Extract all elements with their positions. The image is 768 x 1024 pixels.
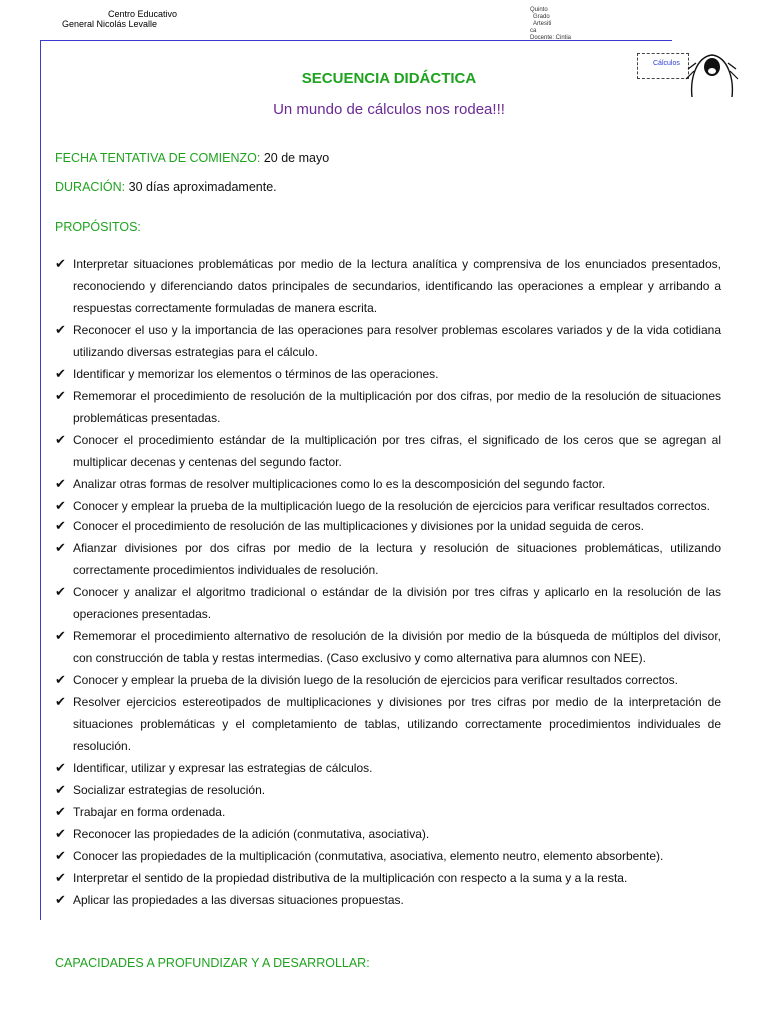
corner-line: Docente: Cintia [530,35,572,41]
check-mark-icon: ✔ [55,388,66,403]
corner-line: Artesiti [533,21,552,27]
start-date-value: 20 de mayo [260,151,330,165]
purpose-text: Conocer el procedimiento de resolución de las multiplicaciones y divisiones por la unidad seguida de ceros. [73,519,644,533]
corner-line: ca [530,28,537,34]
page-subtitle: Un mundo de cálculos nos rodea!!! [273,101,505,118]
corner-line: Grado [533,14,550,20]
start-date-field [55,151,329,165]
purpose-text: Aplicar las propiedades a las diversas situaciones propuestas. [73,893,404,907]
list-item [55,801,721,823]
purpose-text: Identificar y memorizar los elementos o términos de las operaciones. [73,367,439,381]
purpose-text: Conocer y emplear la prueba de la división luego de la resolución de ejercicios para verificar resultados correctos. [73,673,678,687]
check-mark-icon: ✔ [55,892,66,907]
purpose-text: Conocer el procedimiento estándar de la multiplicación por tres cifras, el significado de los ceros que se agregan al multiplicar decenas y centenas del segundo factor. [73,433,721,469]
check-mark-icon: ✔ [55,782,66,797]
list-item [55,537,721,581]
list-item [55,429,721,473]
corner-line: Quinto [530,7,548,13]
list-item [55,867,721,889]
list-item [55,253,721,319]
list-item [55,757,721,779]
duration-label: DURACIÓN: [55,180,126,194]
list-item [55,845,721,867]
check-mark-icon: ✔ [55,672,66,687]
list-item [55,889,721,911]
list-item [55,385,721,429]
check-mark-icon: ✔ [55,826,66,841]
purpose-text: Conocer las propiedades de la multiplicación (conmutativa, asociativa, elemento neutro, elemento absorbente). [73,849,664,863]
start-date-label: FECHA TENTATIVA DE COMIENZO: [55,151,261,165]
check-mark-icon: ✔ [55,870,66,885]
institution-line-2: General Nicolás Levalle [62,19,158,29]
purpose-text: Conocer y emplear la prueba de la multiplicación luego de la resolución de ejercicios para verificar resultados correctos. [73,499,710,513]
list-item [55,625,721,669]
purposes-heading: PROPÓSITOS: [55,220,141,234]
list-item [55,515,721,537]
check-mark-icon: ✔ [55,628,66,643]
list-item [55,691,721,757]
list-item [55,363,721,385]
purposes-list [55,253,721,911]
calculations-label: Cálculos [653,60,680,67]
check-mark-icon: ✔ [55,256,66,271]
purpose-text: Analizar otras formas de resolver multiplicaciones como lo es la descomposición del segundo factor. [73,477,606,491]
check-mark-icon: ✔ [55,322,66,337]
purpose-text: Interpretar el sentido de la propiedad distributiva de la multiplicación con respecto a la suma y a la resta. [73,871,628,885]
page-title: SECUENCIA DIDÁCTICA [301,70,477,87]
list-item [55,319,721,363]
check-mark-icon: ✔ [55,760,66,775]
check-mark-icon: ✔ [55,694,66,709]
institution-line-1: Centro Educativo [108,9,178,19]
purpose-text: Conocer y analizar el algoritmo tradicional o estándar de la división por tres cifras y aplicarlo en la resolución de las operaciones presentadas. [73,585,721,621]
list-item [55,669,721,691]
check-mark-icon: ✔ [55,848,66,863]
purpose-text: Resolver ejercicios estereotipados de multiplicaciones y divisiones por tres cifras por medio de la interpretación de situaciones problemáticas y el completamiento de tablas, utilizando correctamente procedimientos individuales de resolución. [73,695,721,753]
page-frame-top [40,40,672,41]
list-item [55,823,721,845]
check-mark-icon: ✔ [55,540,66,555]
list-item [55,779,721,801]
check-mark-icon: ✔ [55,432,66,447]
purpose-text: Reconocer las propiedades de la adición (conmutativa, asociativa). [73,827,430,841]
check-mark-icon: ✔ [55,518,66,533]
corner-note [530,7,571,42]
duration-field [55,180,277,194]
check-mark-icon: ✔ [55,584,66,599]
list-item [55,495,721,515]
purpose-text: Interpretar situaciones problemáticas por medio de la lectura analítica y comprensiva de los enunciados presentados, reconociendo y diferenciando datos principales de secundarios, identificando las operaciones a emplear y arribando a respuestas correctamente formuladas de manera escrita. [73,257,721,315]
page-frame-left [40,40,41,920]
purpose-text: Rememorar el procedimiento alternativo de resolución de la división por medio de la búsqueda de múltiplos del divisor, con construcción de tabla y restas intermedias. (Caso exclusivo y como alternativa para alumnos con NEE). [73,629,721,665]
purpose-text: Trabajar en forma ordenada. [73,805,226,819]
check-mark-icon: ✔ [55,804,66,819]
check-mark-icon: ✔ [55,498,66,513]
institution-header [62,9,177,29]
capacities-heading: CAPACIDADES A PROFUNDIZAR Y A DESARROLLAR: [55,956,370,970]
purpose-text: Socializar estrategias de resolución. [73,783,266,797]
list-item [55,473,721,495]
purpose-text: Reconocer el uso y la importancia de las operaciones para resolver problemas escolares variados y de la vida cotidiana utilizando diversas estrategias para el cálculo. [73,323,721,359]
check-mark-icon: ✔ [55,366,66,381]
purpose-text: Afianzar divisiones por dos cifras por medio de la lectura y resolución de situaciones problemáticas, utilizando correctamente procedimientos individuales de resolución. [73,541,721,577]
purpose-text: Rememorar el procedimiento de resolución de la multiplicación por dos cifras, por medio de la resolución de situaciones problemáticas presentadas. [73,389,721,425]
list-item [55,581,721,625]
purpose-text: Identificar, utilizar y expresar las estrategias de cálculos. [73,761,373,775]
check-mark-icon: ✔ [55,476,66,491]
duration-value: 30 días aproximadamente. [125,180,277,194]
